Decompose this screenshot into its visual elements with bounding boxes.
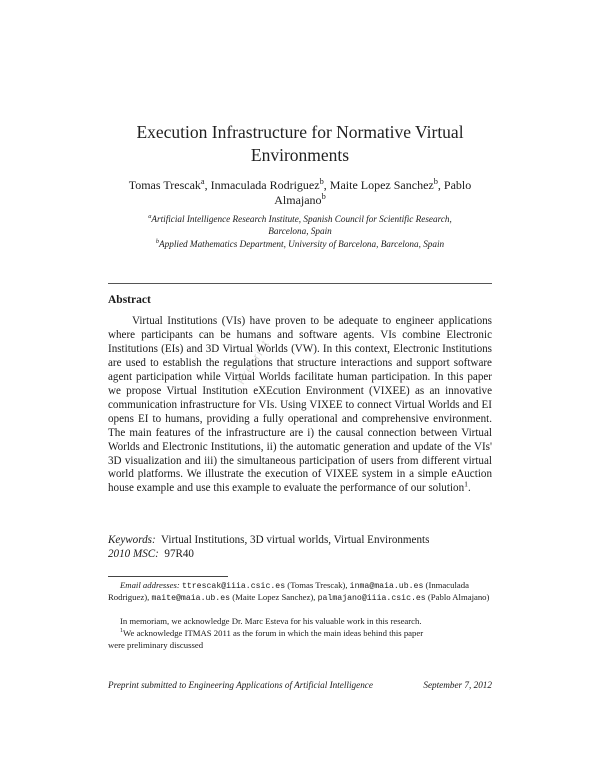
email-link[interactable]: palmajano@iiia.csic.es (317, 594, 426, 604)
keywords-label: Keywords: (108, 534, 156, 546)
footnote-mark: 1 (120, 628, 124, 635)
section-divider (108, 283, 492, 284)
watermark: Preprint (233, 337, 273, 387)
author-affil-mark: b (319, 177, 324, 186)
abstract-text: Virtual Institutions (VIs) have proven to be adequate to engineer applications where participants can be humans and software agents. VIs combine Electronic Institutions (EIs) and 3D Virtual Worlds (VW). In this context, Electronic Institutions are used to establish the regulations that structure interactions and support software agent participation while Virtual Worlds facilitate human participation. In this paper we propose Virtual Institution eXEcution Environment (VIXEE) as an innovative communication infrastructure for VIs. Using VIXEE to connect Virtual Worlds and EI opens EI to humans, providing a fully operational and comprehensive environment. The main features of the infrastructure are i) the causal connection between Virtual Worlds and Electronic Institutions, ii) the automatic generation and update of the VIs' 3D visualization and iii) the simultaneous participation of users from different virtual world platforms. We illustrate the execution of VIXEE system in a simple eAuction house example and use this example to evaluate the performance of our solution (108, 315, 492, 495)
paper-title-line1: Execution Infrastructure for Normative Virtual (136, 122, 464, 142)
affiliation-mark: b (155, 237, 160, 245)
footnote-emails (108, 580, 492, 605)
author-list (108, 178, 492, 208)
footnote-rule (108, 576, 228, 577)
author-line2 (108, 193, 492, 208)
keywords-value: Virtual Institutions, 3D virtual worlds, Virtual Environments (161, 534, 430, 546)
footnote-memoriam: In memoriam, we acknowledge Dr. Marc Esteva for his valuable work in this research. (120, 616, 422, 626)
footer-preprint: Preprint submitted to Engineering Applications of Artificial Intelligence (108, 680, 373, 690)
affiliation-text: Barcelona, Spain (268, 226, 332, 237)
email-owner: (Pablo Almajano) (427, 592, 490, 603)
page-footer (108, 680, 492, 690)
email-label: Email addresses: (120, 580, 180, 590)
msc-line (108, 547, 492, 561)
paper-title-line2: Environments (250, 145, 350, 165)
email-owner: (Tomas Trescak), (287, 580, 348, 590)
footnote-text: We acknowledge ITMAS 2011 as the forum in which the main ideas behind this paper (123, 628, 424, 638)
footnote-1-cont: were preliminary discussed (108, 640, 204, 650)
author-affil-mark: a (200, 177, 205, 186)
author-name: Inmaculada Rodriguez (210, 178, 320, 192)
affiliation-b (108, 238, 492, 250)
affiliation-mark: a (148, 212, 152, 220)
author-name: Maite Lopez Sanchez (329, 178, 434, 192)
author-affil-mark: b (321, 192, 326, 201)
author-name-part: Almajano (274, 193, 322, 207)
email-owner: (Inmaculada Rodriguez), (108, 580, 469, 603)
email-owner: (Maite Lopez Sanchez), (232, 592, 316, 603)
affiliation-a (108, 213, 492, 238)
footnote-ref[interactable]: 1 (464, 479, 469, 489)
msc-value: 97R40 (164, 548, 194, 560)
affiliation-text: Artificial Intelligence Research Institute, Spanish Council for Scientific Research, (151, 214, 452, 224)
affiliation-text: Applied Mathematics Department, University of Barcelona, Barcelona, Spain (159, 239, 445, 249)
email-link[interactable]: inma@maia.ub.es (349, 582, 424, 591)
author-line1: Tomas Trescak$^a$, Inmaculada Rodriguez$^b$, Maite Lopez Sanchez$^b$, Pablo (128, 177, 472, 192)
abstract-body: Virtual Institutions (VIs) have proven to be adequate to engineer applications where participants can be humans and software agents. VIs combine Electronic Institutions (EIs) and 3D Virtual Worlds (VW). In this context, Electronic Institutions are used to establish the regulations that structure interactions and support software agent participation while Virtual Worlds facilitate human participation. In this paper we propose Virtual Institution eXEcution Environment (VIXEE) as an innovative communication infrastructure for VIs. Using VIXEE to connect Virtual Worlds and EI opens EI to humans, providing a fully operational and comprehensive environment. The main features of the infrastructure are i) the causal connection between Virtual Worlds and Electronic Institutions, ii) the automatic generation and update of the VIs' 3D visualization and iii) the simultaneous participation of users from different virtual world platforms. We illustrate the execution of VIXEE system in a simple eAuction house example and use this example to evaluate the performance of our solution$^1$. (108, 315, 492, 495)
abstract-heading: Abstract (108, 294, 151, 306)
footer-date: September 7, 2012 (423, 680, 492, 690)
author-name: Tomas Trescak (128, 178, 201, 192)
footnote-1 (108, 628, 492, 639)
paper-title (0, 121, 600, 167)
author-name-part: Pablo (443, 178, 472, 192)
author-affil-mark: b (433, 177, 438, 186)
email-link[interactable]: maite@maia.ub.es (151, 594, 231, 604)
msc-label: 2010 MSC: (108, 548, 159, 560)
keywords-line (108, 533, 492, 547)
email-link[interactable]: ttrescak@iiia.csic.es (181, 582, 286, 591)
